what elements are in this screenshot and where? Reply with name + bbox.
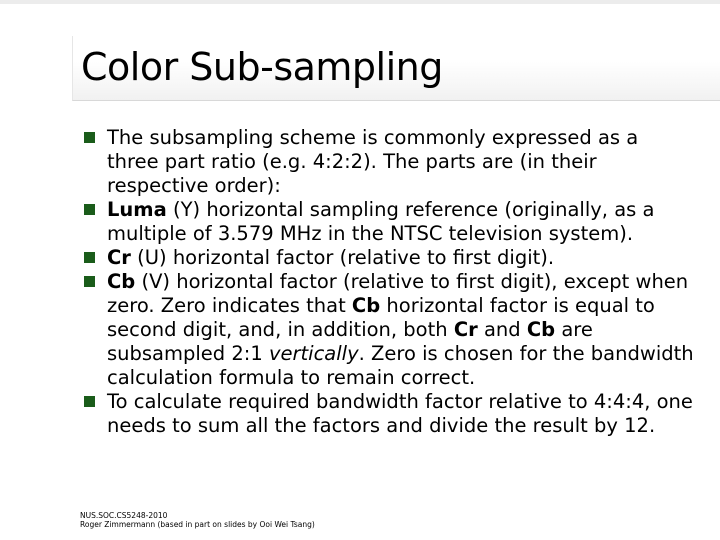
title-box [72,36,720,101]
term-luma: Luma [107,198,167,221]
bullet-text: . Zero is chosen for the bandwidth calculation formula to remain correct. [107,342,694,389]
term-cr: Cr [107,246,131,269]
bullet-item-luma [84,198,694,246]
bullet-item-bandwidth [84,390,694,438]
bullet-text: are subsampled 2:1 [107,318,593,365]
term-cb: Cb [526,318,556,341]
square-bullet-icon [84,204,95,215]
footer-course: NUS.SOC.CS5248-2010 [80,511,168,520]
term-cb: Cb [107,270,136,293]
bullet-item-cr [84,246,694,270]
bullet-item-subsampling-scheme [84,126,694,198]
bullet-text: (U) horizontal factor (relative to first digit). [130,246,555,269]
square-bullet-icon [84,396,95,407]
bullet-text: The subsampling scheme is commonly expressed as a three part ratio (e.g. 4:2:2). The parts are (in their respective order): [107,126,639,197]
term-cr: Cr [453,318,478,341]
square-bullet-icon [84,252,95,263]
footer-credit: Roger Zimmermann (based in part on slides by Ooi Wei Tsang) [80,520,315,529]
bullet-text: horizontal factor is equal to second digit, and, in addition, both [107,294,655,341]
bullet-text: To calculate required bandwidth factor relative to 4:4:4, one needs to sum all the factors and divide the result by 12. [107,390,693,437]
bullet-text: (V) horizontal factor (relative to first digit), except when zero. Zero indicates that [107,270,689,317]
square-bullet-icon [84,132,95,143]
square-bullet-icon [84,276,95,287]
bullet-list [84,126,694,438]
term-cb: Cb [351,294,381,317]
bullet-text: and [477,318,527,341]
top-bar [0,0,720,4]
bullet-text: (Y) horizontal sampling reference (originally, as a multiple of 3.579 MHz in the NTSC television system). [107,198,655,245]
emphasis-vertically: vertically [268,342,359,365]
slide-title: Color Sub-sampling [81,45,443,89]
bullet-item-cb [84,270,694,390]
footer [80,511,315,529]
